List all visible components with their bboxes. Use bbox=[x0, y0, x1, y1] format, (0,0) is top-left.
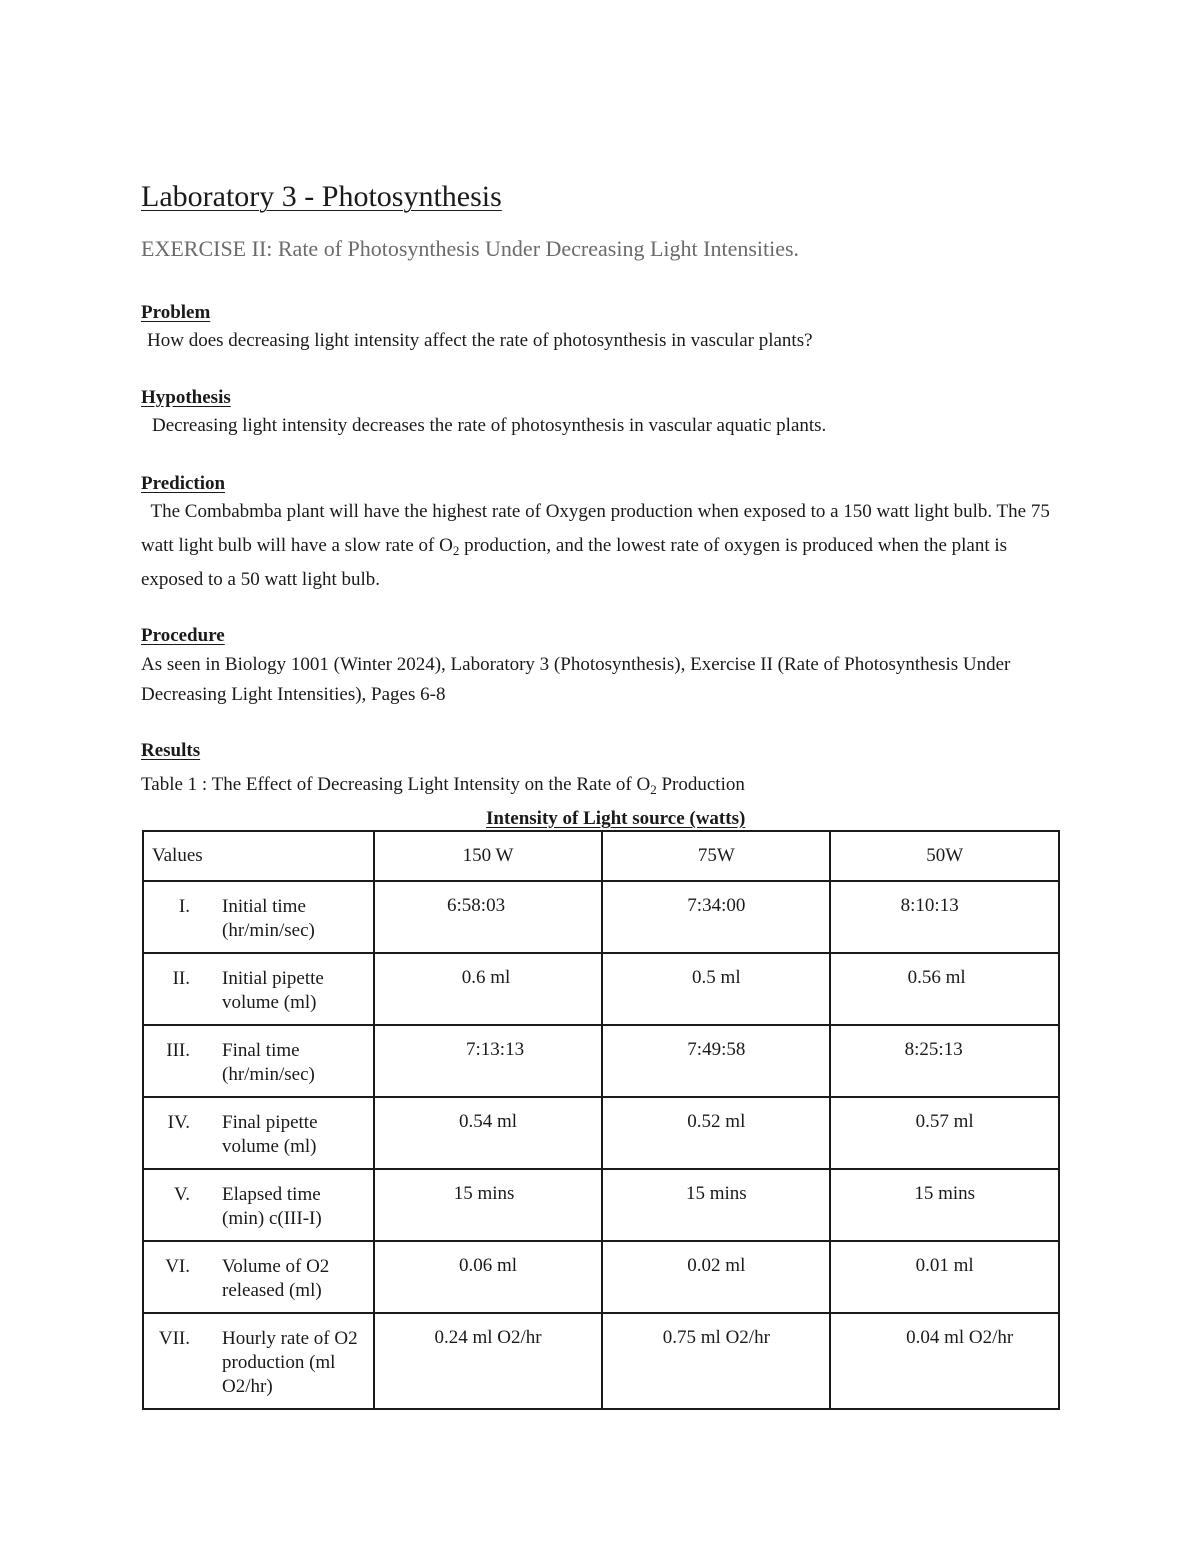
page-title: Laboratory 3 - Photosynthesis bbox=[141, 180, 502, 213]
row-number: III. bbox=[166, 1040, 190, 1061]
row-label: Hourly rate of O2 production (ml O2/hr) bbox=[222, 1328, 358, 1397]
results-table bbox=[142, 830, 1060, 1410]
table-cell bbox=[830, 953, 1059, 1025]
table-cell bbox=[830, 881, 1059, 953]
results-heading: Results bbox=[141, 740, 201, 761]
row-label: Initial pipette volume (ml) bbox=[222, 968, 324, 1013]
row-number: I. bbox=[178, 896, 190, 917]
row-label: Volume of O2 released (ml) bbox=[222, 1256, 330, 1301]
table-cell bbox=[830, 1097, 1059, 1169]
cell-value: 0.52 ml bbox=[687, 1111, 746, 1132]
row-label: Final time (hr/min/sec) bbox=[222, 1040, 315, 1085]
cell-value: 0.75 ml O2/hr bbox=[662, 1327, 770, 1348]
cell-value: 7:49:58 bbox=[687, 1039, 746, 1060]
row-label: Elapsed time (min) c(III-I) bbox=[222, 1184, 322, 1229]
cell-value: 6:58:03 bbox=[447, 895, 506, 916]
table-cell bbox=[602, 1313, 830, 1409]
table-header-row bbox=[143, 831, 1059, 881]
prediction-part1: The Combabmba plant will have the highest rate of Oxygen production when exposed to a 150 watt light bulb. The 75 watt light bulb will have a slow rate of O bbox=[141, 501, 1050, 556]
table-cell bbox=[374, 1313, 602, 1409]
cell-value: 8:10:13 bbox=[900, 895, 959, 916]
table-row bbox=[143, 1169, 1059, 1241]
table-cell bbox=[602, 953, 830, 1025]
table-row bbox=[143, 1313, 1059, 1409]
exercise-subtitle: EXERCISE II: Rate of Photosynthesis Under Decreasing Light Intensities. bbox=[141, 236, 800, 261]
header-cell bbox=[143, 831, 374, 881]
table-row bbox=[143, 1025, 1059, 1097]
row-label-cell bbox=[143, 953, 374, 1025]
row-label-cell bbox=[143, 1097, 374, 1169]
problem-heading: Problem bbox=[141, 302, 211, 323]
table-cell bbox=[374, 1025, 602, 1097]
prediction-text bbox=[141, 495, 1071, 597]
row-number: IV. bbox=[167, 1112, 190, 1133]
cell-value: 15 mins bbox=[685, 1183, 747, 1204]
column-group-heading: Intensity of Light source (watts) bbox=[486, 808, 746, 829]
row-number: VII. bbox=[158, 1328, 190, 1349]
problem-text: How does decreasing light intensity affect the rate of photosynthesis in vascular plants? bbox=[147, 330, 813, 351]
procedure-heading: Procedure bbox=[141, 625, 225, 646]
table-cell bbox=[374, 953, 602, 1025]
table-cell bbox=[374, 1097, 602, 1169]
table-cell bbox=[830, 1025, 1059, 1097]
table-row bbox=[143, 1241, 1059, 1313]
row-label-cell bbox=[143, 881, 374, 953]
table-cell bbox=[374, 1169, 602, 1241]
header-cell bbox=[830, 831, 1059, 881]
cell-value: 0.04 ml O2/hr bbox=[906, 1327, 1014, 1348]
prediction-heading: Prediction bbox=[141, 473, 226, 494]
row-number: VI. bbox=[165, 1256, 190, 1277]
cell-value: 0.57 ml bbox=[915, 1111, 974, 1132]
row-label-cell bbox=[143, 1241, 374, 1313]
cell-value: 15 mins bbox=[914, 1183, 976, 1204]
cell-value: 7:34:00 bbox=[687, 895, 746, 916]
table-caption bbox=[141, 768, 745, 802]
row-label-cell bbox=[143, 1313, 374, 1409]
cell-value: 15 mins bbox=[453, 1183, 515, 1204]
table-cell bbox=[830, 1313, 1059, 1409]
table-row bbox=[143, 1097, 1059, 1169]
header-label: 150 W bbox=[462, 845, 514, 866]
procedure-text: As seen in Biology 1001 (Winter 2024), Laboratory 3 (Photosynthesis), Exercise II (Rate of Photosynthesis Under Decreasing Light Intensities), Pages 6-8 bbox=[141, 654, 1011, 705]
cell-value: 0.5 ml bbox=[692, 967, 741, 988]
table-cell bbox=[374, 1241, 602, 1313]
table-cell bbox=[602, 881, 830, 953]
cell-value: 8:25:13 bbox=[904, 1039, 963, 1060]
table-cell bbox=[830, 1169, 1059, 1241]
header-cell bbox=[602, 831, 830, 881]
caption-subscript: 2 bbox=[650, 782, 657, 797]
header-label: Values bbox=[152, 845, 203, 866]
row-label-cell bbox=[143, 1025, 374, 1097]
cell-value: 0.54 ml bbox=[459, 1111, 518, 1132]
table-row bbox=[143, 953, 1059, 1025]
caption-part1: Table 1 : The Effect of Decreasing Light Intensity on the Rate of O bbox=[141, 774, 651, 795]
prediction-subscript: 2 bbox=[452, 543, 460, 558]
cell-value: 0.56 ml bbox=[907, 967, 966, 988]
table-cell bbox=[830, 1241, 1059, 1313]
cell-value: 7:13:13 bbox=[466, 1039, 525, 1060]
cell-value: 0.06 ml bbox=[459, 1255, 518, 1276]
header-label: 75W bbox=[697, 845, 735, 866]
table-cell bbox=[374, 881, 602, 953]
header-label: 50W bbox=[926, 845, 964, 866]
row-number: V. bbox=[173, 1184, 190, 1205]
row-label: Final pipette volume (ml) bbox=[222, 1112, 318, 1157]
table-cell bbox=[602, 1025, 830, 1097]
table-cell bbox=[602, 1241, 830, 1313]
row-label: Initial time (hr/min/sec) bbox=[222, 896, 315, 941]
cell-value: 0.02 ml bbox=[687, 1255, 746, 1276]
header-cell bbox=[374, 831, 602, 881]
table-cell bbox=[602, 1097, 830, 1169]
table-cell bbox=[602, 1169, 830, 1241]
row-label-cell bbox=[143, 1169, 374, 1241]
cell-value: 0.01 ml bbox=[915, 1255, 974, 1276]
row-number: II. bbox=[172, 968, 190, 989]
caption-part2: Production bbox=[656, 774, 745, 795]
prediction-part2: production, and the lowest rate of oxygen is produced when the plant is exposed to a 50 watt light bulb. bbox=[141, 535, 1008, 590]
table-row bbox=[143, 881, 1059, 953]
cell-value: 0.6 ml bbox=[461, 967, 511, 988]
hypothesis-text: Decreasing light intensity decreases the rate of photosynthesis in vascular aquatic plants. bbox=[152, 415, 827, 436]
hypothesis-heading: Hypothesis bbox=[141, 387, 231, 408]
cell-value: 0.24 ml O2/hr bbox=[434, 1327, 542, 1348]
